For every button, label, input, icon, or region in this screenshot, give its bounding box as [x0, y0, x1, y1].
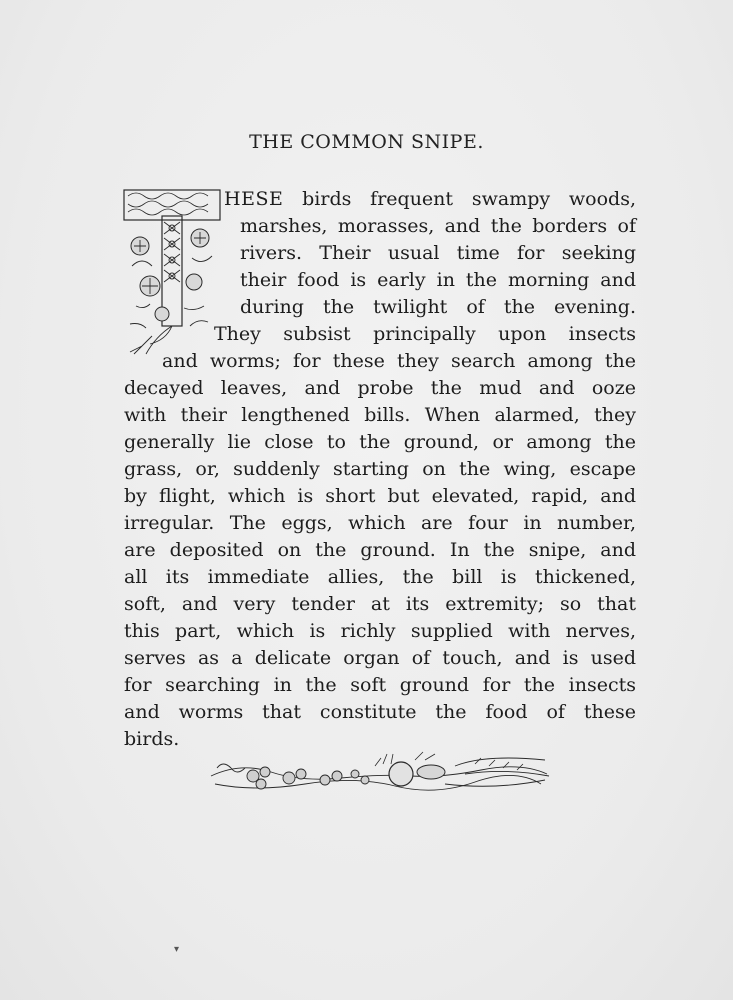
text-line-11: grass, or, suddenly starting on the wing, escape — [124, 458, 636, 480]
text-line-3: rivers. Their usual time for seeking — [240, 242, 636, 264]
text-line-15: all its immediate allies, the bill is thickened, — [124, 566, 636, 588]
text-line-4: their food is early in the morning and — [240, 269, 636, 291]
text-line-19: for searching in the soft ground for the insects — [124, 674, 636, 696]
text-line-7: and worms; for these they search among the — [162, 350, 636, 372]
floral-drop-cap-icon — [122, 186, 222, 358]
text-line-18: serves as a delicate organ of touch, and is used — [124, 647, 636, 669]
fruit-ornament-icon — [205, 746, 553, 804]
text-line-8: decayed leaves, and probe the mud and ooze — [124, 377, 636, 399]
chapter-title: THE COMMON SNIPE. — [249, 131, 484, 153]
text-line-16: soft, and very tender at its extremity; so that — [124, 593, 636, 615]
text-line-1 — [224, 186, 636, 213]
text-line-2: marshes, morasses, and the borders of — [240, 215, 636, 237]
text-line-5: during the twilight of the evening. — [240, 296, 636, 318]
text-line-6: They subsist principally upon insects — [214, 323, 636, 345]
text-line-14: are deposited on the ground. In the snipe, and — [124, 539, 636, 561]
text-line-12: by flight, which is short but elevated, rapid, and — [124, 485, 636, 507]
paper-speck-icon: ▾ — [174, 944, 180, 955]
text-line-21: birds. — [124, 728, 180, 750]
text-line-9: with their lengthened bills. When alarmed, they — [124, 404, 636, 426]
line-text: birds frequent swampy woods, — [302, 188, 637, 210]
first-word-rest: HESE — [224, 188, 284, 210]
text-line-13: irregular. The eggs, which are four in number, — [124, 512, 636, 534]
text-line-17: this part, which is richly supplied with nerves, — [124, 620, 636, 642]
text-line-20: and worms that constitute the food of these — [124, 701, 636, 723]
text-line-10: generally lie close to the ground, or among the — [124, 431, 636, 453]
